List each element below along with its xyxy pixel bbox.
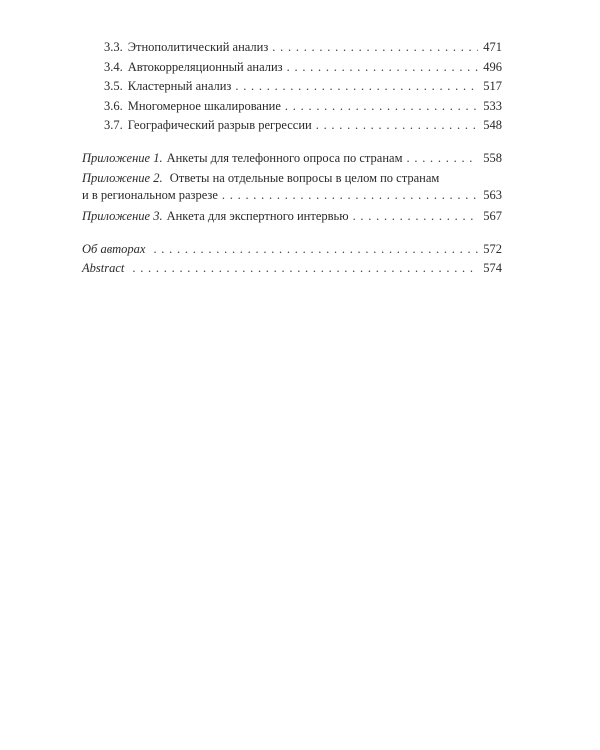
toc-entry-3-3[interactable] xyxy=(82,38,502,58)
section-number: 3.6. xyxy=(104,98,123,113)
dot-leader xyxy=(235,77,478,97)
toc-entry-appendix-1[interactable] xyxy=(82,149,502,169)
section-title: Кластерный анализ xyxy=(127,79,232,93)
section-number: 3.3. xyxy=(104,40,123,54)
toc-entry-3-5[interactable] xyxy=(82,77,502,97)
dot-leader xyxy=(316,116,478,136)
dot-leader xyxy=(222,187,478,204)
section-title: Этнополитический анализ xyxy=(127,40,269,54)
toc-entry-3-4[interactable] xyxy=(82,58,502,78)
back-matter-label: Abstract xyxy=(82,261,125,275)
dot-leader xyxy=(285,97,478,117)
back-matter-label: Об авторах xyxy=(82,241,146,256)
section-number: 3.4. xyxy=(104,59,123,74)
dot-leader xyxy=(353,207,478,227)
appendix-title-line-1: Ответы на отдельные вопросы в целом по странам xyxy=(169,171,440,185)
appendix-title: Анкета для экспертного интервью xyxy=(166,209,349,223)
dot-leader xyxy=(132,259,478,279)
section-title: Многомерное шкалирование xyxy=(127,98,281,113)
appendix-2-second-line xyxy=(82,187,502,204)
appendix-label: Приложение 3. xyxy=(82,209,163,223)
toc-entry-about-authors[interactable] xyxy=(82,240,502,260)
dot-leader xyxy=(153,240,478,260)
toc-appendices-group xyxy=(82,149,502,227)
table-of-contents xyxy=(82,38,502,279)
page-number: 496 xyxy=(483,59,502,74)
appendix-title-line-2: и в региональном разрезе xyxy=(82,188,218,202)
toc-entry-abstract[interactable] xyxy=(82,259,502,279)
page-number: 517 xyxy=(483,79,502,93)
appendix-label: Приложение 1. xyxy=(82,150,163,165)
section-title: Автокорреляционный анализ xyxy=(127,59,283,74)
toc-entry-3-7[interactable] xyxy=(82,116,502,136)
dot-leader xyxy=(407,149,479,169)
page-number: 563 xyxy=(483,188,502,202)
section-title: Географический разрыв регрессии xyxy=(127,118,312,132)
section-number: 3.5. xyxy=(104,79,123,93)
toc-entry-3-6[interactable] xyxy=(82,97,502,117)
appendix-title: Анкеты для телефонного опроса по странам xyxy=(166,150,403,165)
page-number: 574 xyxy=(483,261,502,275)
toc-back-matter-group xyxy=(82,240,502,279)
toc-entry-appendix-2[interactable] xyxy=(82,170,502,204)
page-number: 533 xyxy=(483,98,502,113)
page-number: 567 xyxy=(483,209,502,223)
page-number: 548 xyxy=(483,118,502,132)
appendix-2-first-line xyxy=(82,170,502,187)
section-number: 3.7. xyxy=(104,118,123,132)
page-number: 471 xyxy=(483,40,502,54)
appendix-label: Приложение 2. xyxy=(82,171,163,185)
toc-entry-appendix-3[interactable] xyxy=(82,207,502,227)
page-number: 572 xyxy=(483,241,502,256)
page-number: 558 xyxy=(483,150,502,165)
dot-leader xyxy=(272,38,478,58)
toc-sections-group xyxy=(82,38,502,136)
dot-leader xyxy=(287,58,478,78)
